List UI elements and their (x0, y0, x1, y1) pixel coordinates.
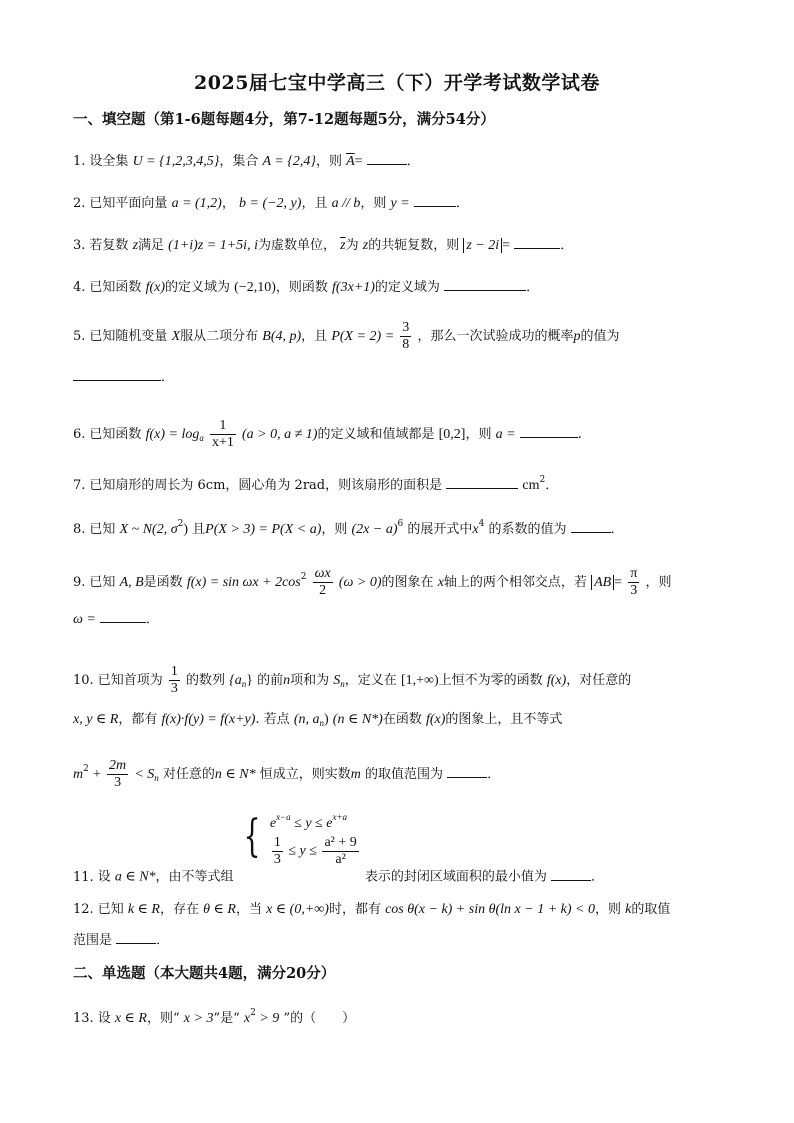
answer-blank[interactable] (73, 366, 161, 381)
question-9: 9. 已知 A, B是函数 $f(x) = \sin \omega x + 2\cos^2$ $\frac{\omega x}{2}$ (ω > 0)的图象在 x轴上的两个相邻交点，若 AB = $\frac{\pi}{3}$ ，则 (73, 566, 672, 598)
answer-blank[interactable] (447, 763, 487, 778)
answer-blank[interactable] (444, 276, 526, 291)
question-5-answer-line: ． (73, 366, 733, 389)
question-2: 2. 已知平面向量 a = (1,2)， b = (−2, y)，且 a // b，则 y = ． (73, 192, 733, 215)
question-12-line-2: 范围是 ． (73, 929, 733, 952)
answer-blank[interactable] (571, 518, 611, 533)
inequality-system: $e^{x-a} \le y \le e^{x+a}$ $\frac{1}{3}$ ≤ y ≤ $\frac{\text{a² + 9}}{\text{a²}}$ (269, 812, 357, 867)
answer-blank[interactable] (551, 866, 591, 881)
question-3: 3. 若复数 z满足 (1+i)z = 1+5i, i为虚数单位， $\overline{z}$为 z的共轭复数，则 z − 2i = ． (73, 234, 733, 257)
system-brace: { (243, 811, 261, 862)
answer-blank[interactable] (514, 234, 560, 249)
answer-blank[interactable] (414, 192, 456, 207)
answer-blank[interactable] (446, 474, 518, 489)
question-4: 4. 已知函数 f(x)的定义域为 (−2,10)，则函数 f(3x+1)的定义域为 ． (73, 276, 733, 299)
question-7: 7. 已知扇形的周长为 6cm，圆心角为 2rad，则该扇形的面积是 $cm^2$． (73, 475, 559, 493)
answer-blank[interactable] (116, 929, 156, 944)
question-5: 5. 已知随机变量 X服从二项分布 B(4, p)，且 P(X = 2) = $\frac{3}{8}$ ，那么一次试验成功的概率p的值为 (73, 320, 620, 352)
question-10-line-2: x, y ∈ R，都有 f(x)·f(y) = f(x+y). 若点 (n, $a_n$) (n ∈ N*)在函数 f(x)的图象上，且不等式 (73, 712, 563, 728)
answer-blank[interactable] (367, 150, 407, 165)
question-1: 1. 设全集 U = {1,2,3,4,5}，集合 A = {2,4}，则 $\overline{A}=$ ． (73, 150, 733, 173)
section-single-choice-heading: 二、单选题（本大题共4题，满分20分） (73, 965, 336, 982)
question-9-answer-line: ω = ． (73, 608, 733, 631)
question-13: 13. 设 x ∈ R，则“ x > 3”是“ $x^2 > 9$ ”的（ ） (73, 1008, 356, 1026)
section-fill-in-heading: 一、填空题（第1-6题每题4分，第7-12题每题5分，满分54分） (73, 111, 495, 128)
question-6: 6. 已知函数 $f(x) = \log_a$ $\frac{1}{x+1}$ (a > 0, a ≠ 1)的定义域和值域都是 [0,2]，则 a = . (73, 418, 582, 450)
answer-blank[interactable] (520, 423, 578, 438)
answer-blank[interactable] (100, 608, 146, 623)
question-8: 8. 已知 X ~ N(2, $\sigma^2$) 且P(X > 3) = P(X < a)，则 $(2x - a)^6$ 的展开式中$x^4$ 的系数的值为 ． (73, 519, 624, 537)
question-12: 12. 已知 k ∈ R，存在 θ ∈ R，当 x ∈ (0,+∞)时，都有 cos θ(x − k) + sin θ(ln x − 1 + k) < 0，则 k的取值 (73, 902, 671, 917)
question-11: 11. 设 a ∈ N*，由不等式组 { $e^{x-a} \le y \le e^{x+a}$ $\frac{1}{3}$ ≤ y ≤ $\frac{\text{a² + 9}}{\text{a²}}$ 表示的封闭区域面积的最小值为 ． (73, 806, 733, 889)
exam-title: 2025届七宝中学高三（下）开学考试数学试卷 (194, 72, 600, 94)
question-10-line-3: $m^2$ + $\frac{2m}{3}$ < $S_n$ 对任意的n ∈ N* 恒成立，则实数m 的取值范围为 ． (73, 758, 501, 790)
question-10: 10. 已知首项为 $\frac{1}{3}$ 的数列 $\{a_n\}$ 的前n项和为 $S_n$，定义在 [1,+∞)上恒不为零的函数 f(x)，对任意的 (73, 664, 632, 696)
